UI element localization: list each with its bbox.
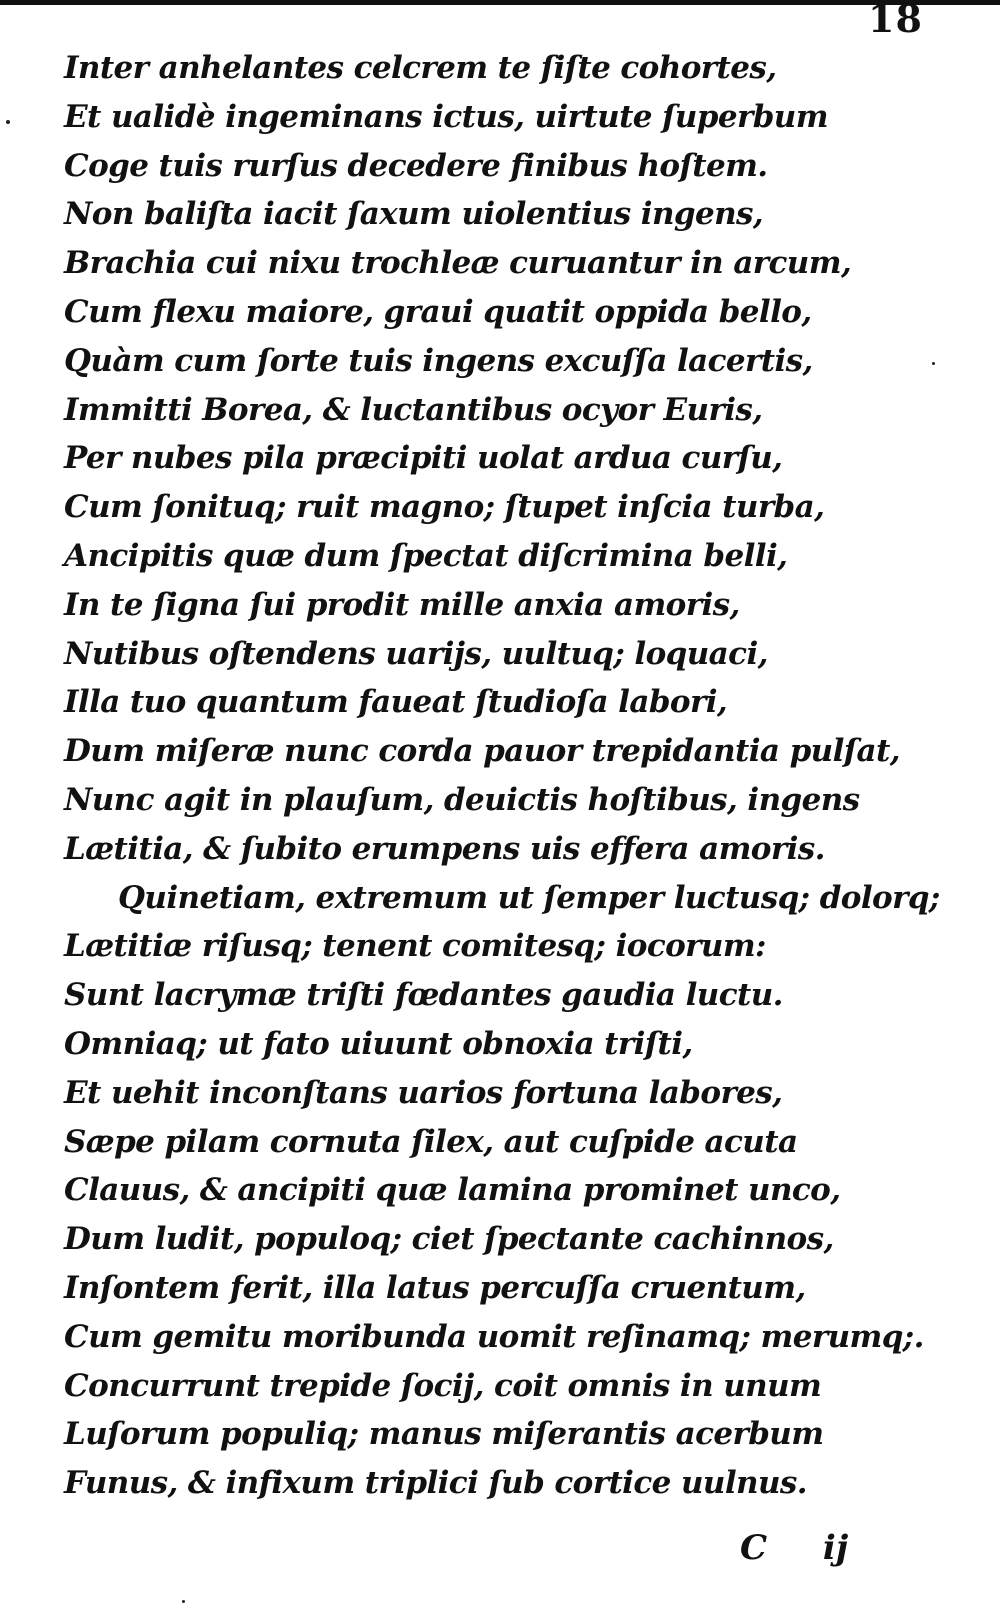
- verse-line: Luſorum populiq; manus miſerantis acerbum: [64, 1416, 824, 1453]
- signature-mark: C ij: [740, 1528, 849, 1568]
- ink-speck: [932, 362, 935, 365]
- verse-line: Omniaq; ut fato uiuunt obnoxia triſti,: [64, 1025, 693, 1062]
- verse-line: Cum flexu maiore, graui quatit oppida bello,: [64, 293, 812, 330]
- verse-line: Funus, & infixum triplici ſub cortice uulnus.: [64, 1465, 807, 1502]
- verse-line: Nutibus oſtendens uarijs, uultuq; loquaci,: [64, 635, 768, 672]
- poem-text: [64, 44, 964, 1508]
- ink-speck: [6, 120, 10, 124]
- verse-line: Per nubes pila præcipiti uolat ardua curſu,: [64, 440, 783, 477]
- verse-line: Inſontem ferit, illa latus percuſſa cruentum,: [64, 1269, 806, 1306]
- verse-line: Et ualidè ingeminans ictus, uirtute ſuperbum: [64, 98, 828, 135]
- verse-line: In te ſigna ſui prodit mille anxia amoris,: [64, 586, 740, 623]
- verse-line: Clauus, & ancipiti quæ lamina prominet unco,: [64, 1172, 841, 1209]
- verse-line: Sæpe pilam cornuta ſilex, aut cuſpide acuta: [64, 1123, 798, 1160]
- verse-line: Coge tuis rurſus decedere finibus hoſtem.: [64, 147, 768, 184]
- ink-speck: [182, 1600, 185, 1603]
- verse-line: Sunt lacrymæ triſti fœdantes gaudia luctu.: [64, 977, 783, 1014]
- verse-line: Brachia cui nixu trochleæ curuantur in arcum,: [64, 245, 852, 282]
- page-number: 18: [868, 0, 923, 41]
- verse-line: Ancipitis quæ dum ſpectat diſcrimina belli,: [64, 537, 788, 574]
- top-border-rule: [0, 0, 1000, 5]
- verse-line-indented: Quinetiam, extremum ut ſemper luctusq; dolorq;: [118, 879, 940, 916]
- verse-line: Quàm cum ſorte tuis ingens excuſſa lacertis,: [64, 342, 813, 379]
- verse-line: Dum ludit, populoq; ciet ſpectante cachinnos,: [64, 1221, 834, 1258]
- verse-line: Concurrunt trepide ſocij, coit omnis in unum: [64, 1367, 822, 1404]
- verse-line: Dum miſeræ nunc corda pauor trepidantia pulſat,: [64, 733, 900, 770]
- verse-line: Non baliſta iacit ſaxum uiolentius ingens,: [64, 196, 764, 233]
- verse-line: Lætitiæ riſusq; tenent comitesq; iocorum:: [64, 928, 766, 965]
- verse-line: Inter anhelantes celcrem te ſiſte cohortes,: [64, 50, 777, 86]
- verse-line: Et uehit inconſtans uarios fortuna labores,: [64, 1074, 783, 1111]
- verse-line: Cum ſonituq; ruit magno; ſtupet inſcia turba,: [64, 489, 825, 526]
- verse-line: Immitti Borea, & luctantibus ocyor Euris,: [64, 391, 763, 428]
- verse-line: Lætitia, & ſubito erumpens uis effera amoris.: [64, 830, 825, 867]
- verse-line: Illa tuo quantum faueat ſtudioſa labori,: [64, 684, 728, 721]
- verse-line: Nunc agit in plauſum, deuictis hoſtibus, ingens: [64, 781, 860, 818]
- verse-line: Cum gemitu moribunda uomit reſinamq; merumq;.: [64, 1318, 924, 1355]
